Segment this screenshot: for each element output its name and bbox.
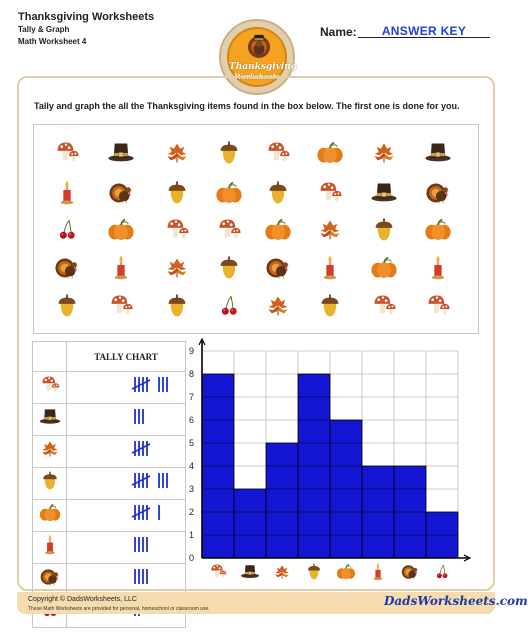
bar-leaf [266,443,298,558]
mushroom-icon [375,296,396,315]
pumpkin-icon [425,220,450,240]
leaf-icon [375,144,394,163]
mushroom-icon [220,220,241,239]
y-tick-label: 0 [188,553,194,563]
acorn-icon [376,218,393,240]
tally-row [33,532,186,564]
acorn-icon [59,294,76,316]
acorn-icon [270,181,287,203]
turkey-icon [55,259,78,279]
tally-chart [32,341,186,628]
tally-marks [67,372,185,398]
pumpkin-icon [216,183,241,203]
turkey-icon [402,565,419,579]
candle-icon [44,535,54,554]
pumpkin-icon [337,565,355,580]
usage-note: These Math Worksheets are provided for personal, homeschool or classroom use. [28,606,210,612]
pumpkin-icon [39,505,59,522]
bar-graph [186,340,476,590]
tally-marks-cell [67,372,186,404]
instructions: Tally and graph the all the Thanksgiving items found in the box below. The first one is done for you. [34,101,460,111]
y-tick-label: 4 [188,461,194,471]
acorn-icon [43,472,57,490]
candle-icon [115,255,128,279]
tally-row [33,500,186,532]
answer-key-text: ANSWER KEY [381,24,467,38]
tally-marks [67,500,185,526]
items-box [33,124,479,334]
pumpkin-icon [371,258,396,278]
name-label: Name: [320,25,357,39]
mushroom-icon [429,296,450,315]
y-tick-label: 9 [188,346,194,356]
hat-icon [108,144,133,162]
tally-marks [67,468,185,494]
tally-marks [67,404,185,430]
acorn-icon [221,256,238,278]
candle-icon [374,563,383,580]
y-tick-label: 7 [188,392,194,402]
items-grid [34,125,480,335]
tally-chart-title: TALLY CHART [67,342,186,372]
tally-marks-cell [67,404,186,436]
copyright-text: Copyright © DadsWorksheets, LLC [28,596,137,603]
leaf-icon [42,441,57,456]
cherries-icon [222,297,237,315]
tally-marks-cell [67,564,186,596]
mushroom-icon [321,183,342,202]
tally-marks [67,436,185,462]
tally-marks [67,532,185,558]
candle-icon [61,180,74,204]
hat-icon [371,184,396,202]
y-tick-label: 2 [188,507,194,517]
leaf-icon [168,259,187,278]
tally-marks-cell [67,500,186,532]
pumpkin-icon [265,220,290,240]
leaf-icon [168,144,187,163]
logo-subtitle: Worksheets [234,72,280,81]
worksheet-title: Thanksgiving Worksheets [18,11,155,23]
tally-marks-cell [67,436,186,468]
y-tick-label: 8 [188,369,194,379]
tally-row [33,436,186,468]
mushroom-icon [168,220,189,239]
acorn-icon [221,141,238,163]
mushroom-icon [42,377,59,392]
brand-logo: DadsWorksheets.com [384,594,528,608]
hat-icon [241,565,259,578]
turkey-icon [266,259,289,279]
worksheet-number: Math Worksheet 4 [18,37,87,46]
leaf-icon [275,565,289,579]
y-tick-label: 1 [188,530,194,540]
acorn-icon [322,294,339,316]
leaf-icon [321,221,340,240]
leaf-icon [269,297,288,316]
hat-icon [39,409,59,423]
y-tick-label: 5 [188,438,194,448]
worksheet-header [18,10,154,48]
cherries-icon [437,565,448,578]
acorn-icon [308,564,320,580]
tally-marks [67,564,185,590]
turkey-icon [426,184,449,204]
worksheet-subtitle: Tally & Graph [18,25,70,34]
candle-icon [324,255,337,279]
tally-row [33,372,186,404]
logo-title: Thanksgiving [229,62,298,72]
mushroom-icon [211,565,226,579]
mushroom-icon [112,296,133,315]
pumpkin-icon [108,220,133,240]
turkey-icon [109,184,132,204]
turkey-icon [40,569,59,585]
acorn-icon [169,294,186,316]
tally-marks-cell [67,532,186,564]
tally-row [33,468,186,500]
cherries-icon [60,221,75,239]
y-tick-label: 6 [188,415,194,425]
hat-icon [425,144,450,162]
candle-icon [432,255,445,279]
pumpkin-icon [317,143,342,163]
bar-hat [234,489,266,558]
mushroom-icon [269,143,290,162]
tally-row [33,404,186,436]
acorn-icon [169,181,186,203]
y-tick-label: 3 [188,484,194,494]
tally-row [33,564,186,596]
mushroom-icon [58,143,79,162]
tally-marks-cell [67,468,186,500]
